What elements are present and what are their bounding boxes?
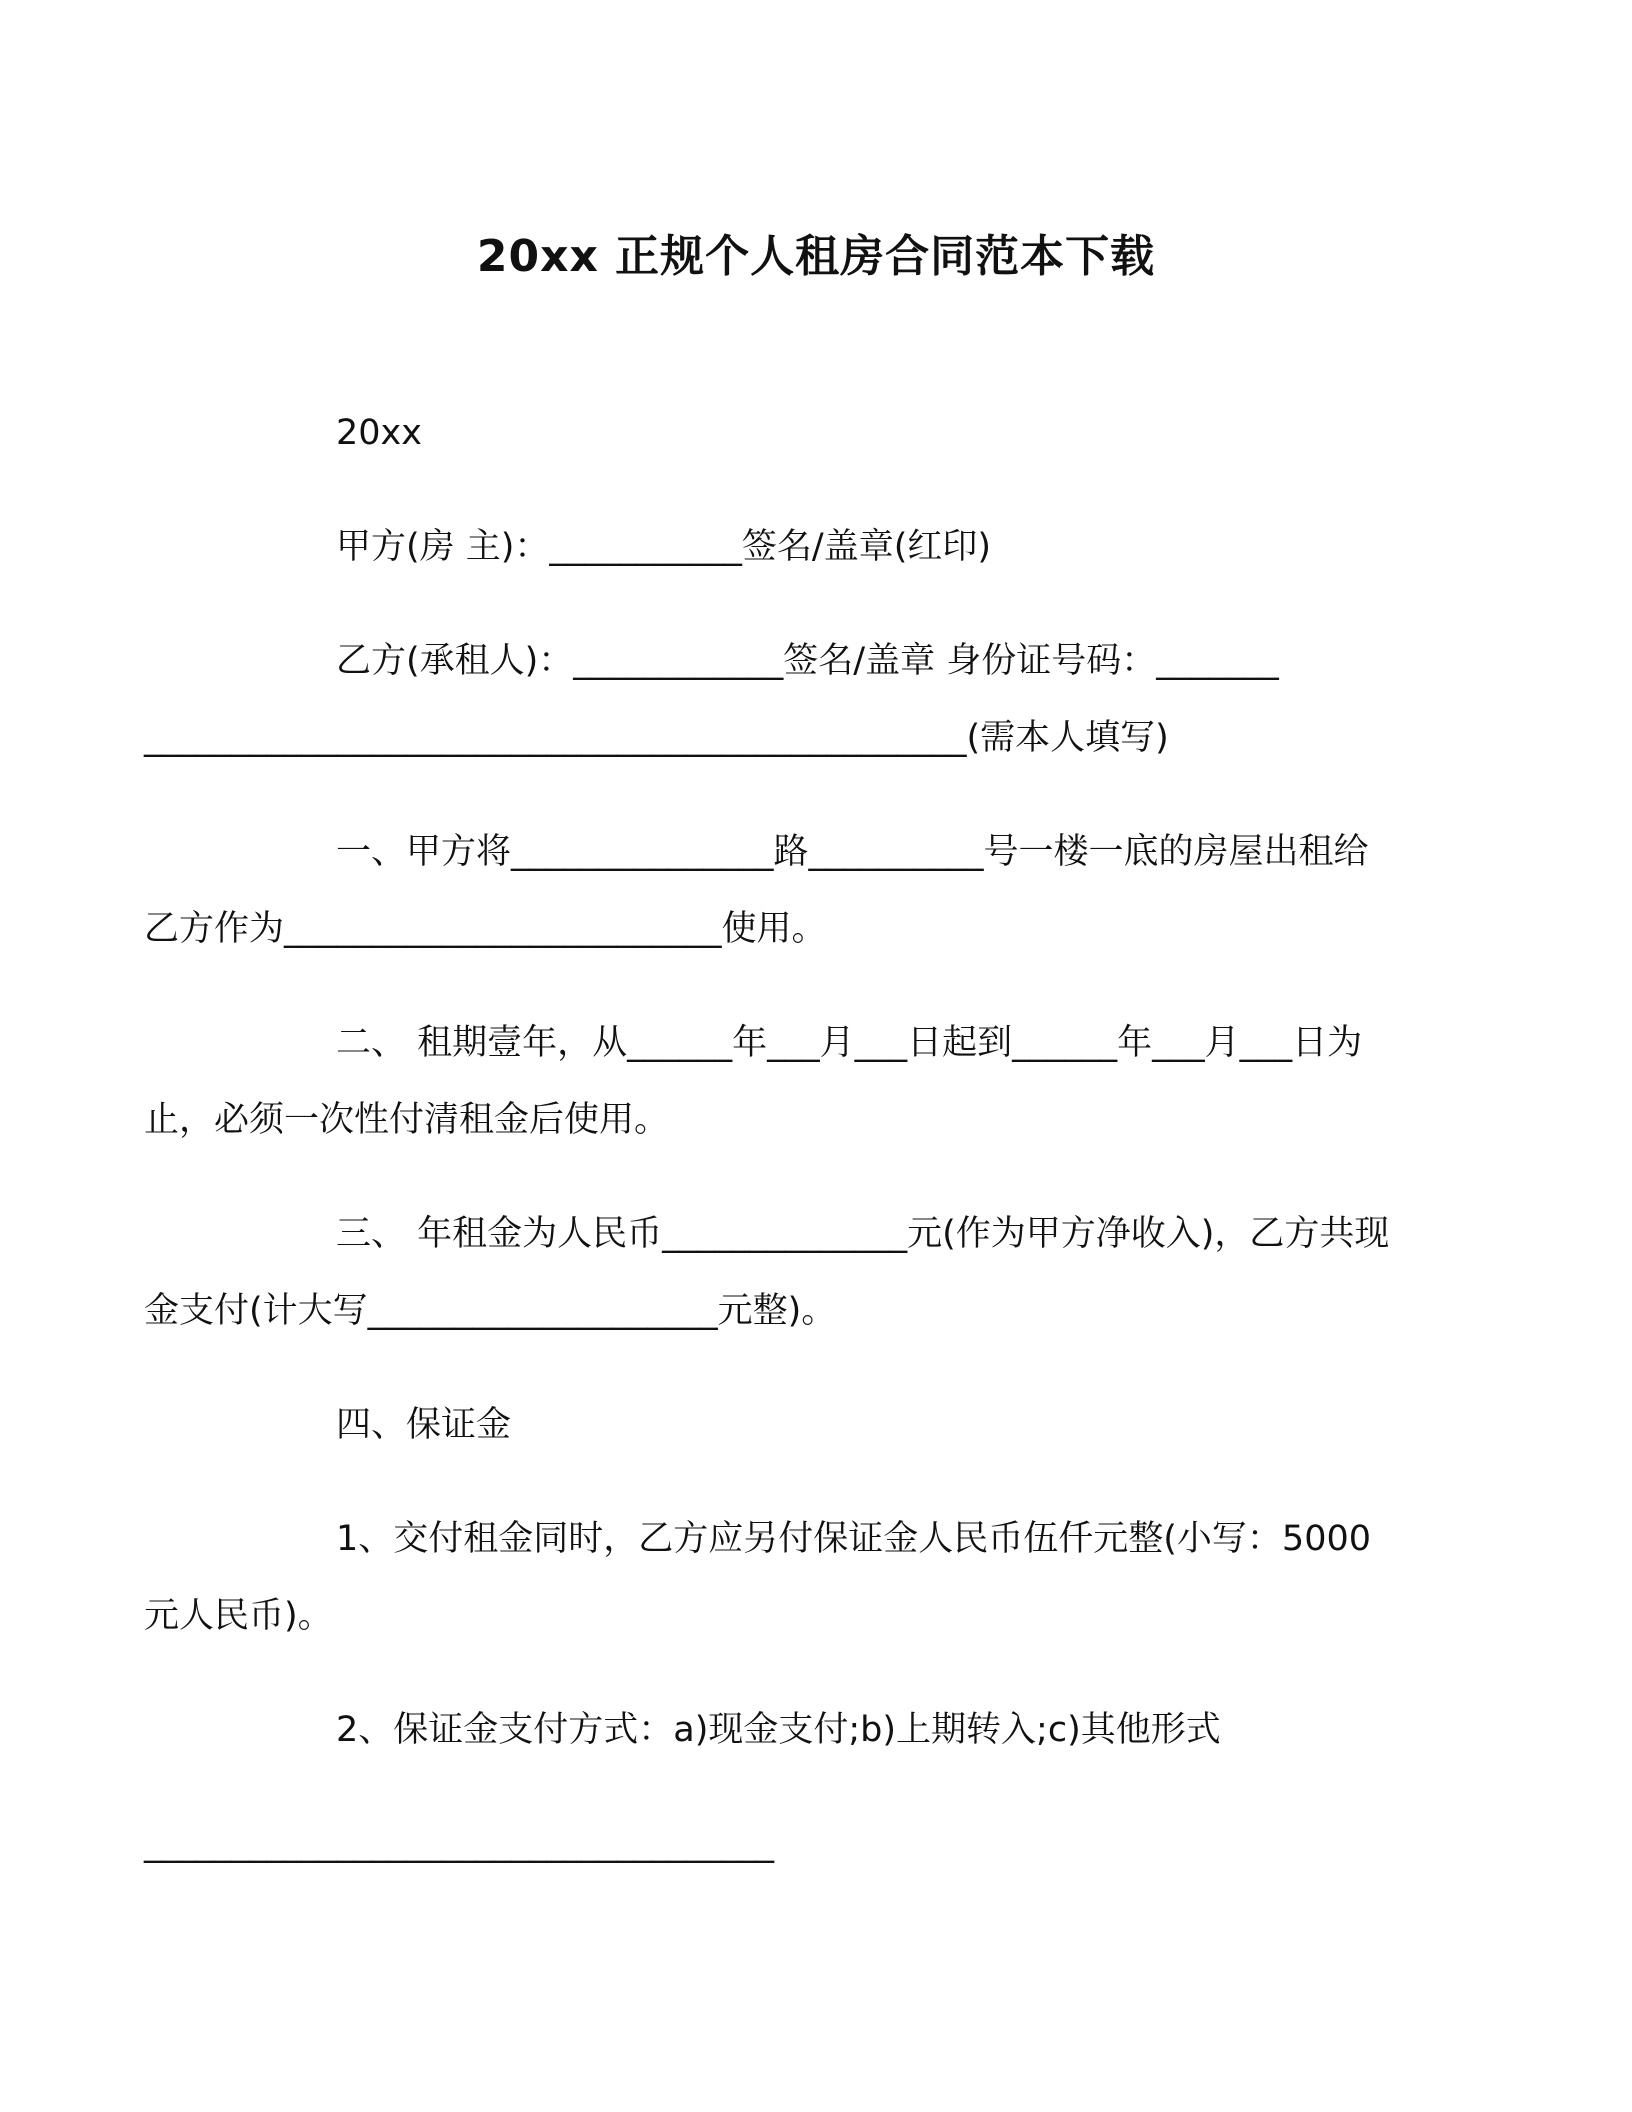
contract-year: 20xx xyxy=(336,413,422,453)
clause-3: 三、 年租金为人民币______________元(作为甲方净收入)，乙方共现金支付(计大写____________________元整)。 xyxy=(144,1214,1390,1331)
party-b-line: 乙方(承租人)：____________签名/盖章 身份证号码：______________________________________________________(需本人填写) xyxy=(144,641,1279,758)
clause-4-heading: 四、保证金 xyxy=(336,1405,512,1445)
clause-4-1: 1、交付租金同时，乙方应另付保证金人民币伍仟元整(小写：5000 元人民币)。 xyxy=(144,1519,1383,1636)
contract-body xyxy=(144,395,1390,1920)
party-a-line: 甲方(房 主)：___________签名/盖章(红印) xyxy=(336,527,992,567)
document-title: 20xx 正规个人租房合同范本下载 xyxy=(476,231,1156,282)
clause-2: 二、 租期壹年，从______年___月___日起到______年___月___日为止，必须一次性付清租金后使用。 xyxy=(144,1023,1363,1140)
clause-4-2-blank-line: ____________________________________ xyxy=(144,1824,774,1864)
clause-1: 一、甲方将_______________路__________号一楼一底的房屋出租给乙方作为_________________________使用。 xyxy=(144,832,1369,949)
clause-4-2: 2、保证金支付方式：a)现金支付;b)上期转入;c)其他形式 xyxy=(336,1710,1221,1750)
